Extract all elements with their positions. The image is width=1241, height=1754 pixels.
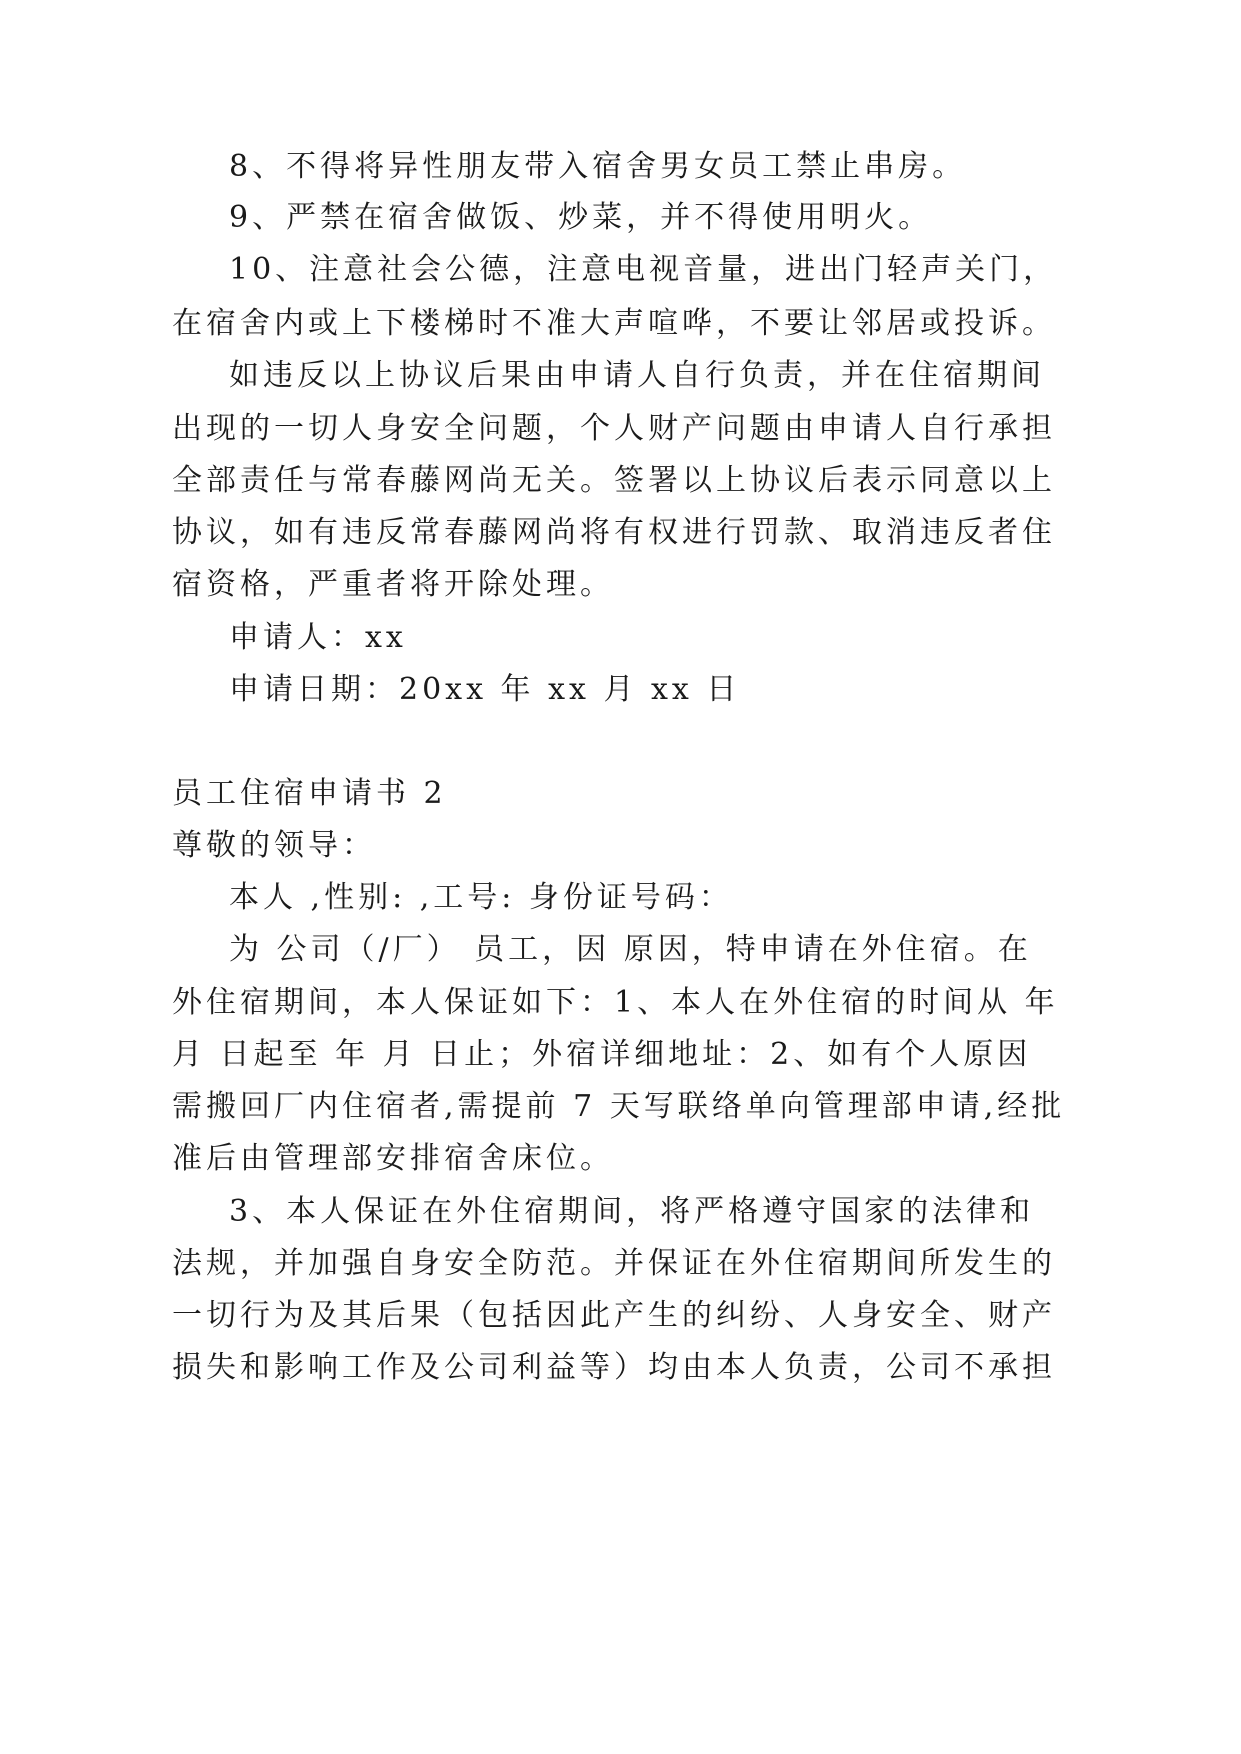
applicant: 申请人：xx — [229, 620, 407, 655]
personal-info: 本人 ,性别: ,工号: 身份证号码： — [229, 880, 733, 915]
request-para-line-1: 为 公司（/厂） 员工，因 原因，特申请在外住宿。在 — [229, 932, 1032, 967]
guarantee-para-line-2: 法规，并加强自身安全防范。并保证在外住宿期间所发生的 — [172, 1246, 1056, 1281]
guarantee-para-line-4: 损失和影响工作及公司利益等）均由本人负责，公司不承担 — [172, 1350, 1056, 1385]
rule-10-line-2: 在宿舍内或上下楼梯时不准大声喧哗，不要让邻居或投诉。 — [172, 306, 1056, 341]
consequence-para-line-3: 全部责任与常春藤网尚无关。签署以上协议后表示同意以上 — [172, 463, 1056, 498]
consequence-para-line-4: 协议，如有违反常春藤网尚将有权进行罚款、取消违反者住 — [172, 515, 1056, 550]
salutation: 尊敬的领导： — [172, 828, 376, 863]
consequence-para-line-5: 宿资格，严重者将开除处理。 — [172, 567, 614, 602]
request-para-line-2: 外住宿期间，本人保证如下：1、本人在外住宿的时间从 年 — [172, 985, 1059, 1020]
rule-10-line-1: 10、注意社会公德，注意电视音量，进出门轻声关门， — [229, 252, 1058, 287]
consequence-para-line-2: 出现的一切人身安全问题，个人财产问题由申请人自行承担 — [172, 411, 1056, 446]
application-date: 申请日期：20xx 年 xx 月 xx 日 — [229, 672, 741, 707]
request-para-line-3: 月 日起至 年 月 日止；外宿详细地址：2、如有个人原因 — [172, 1037, 1032, 1072]
section-title: 员工住宿申请书 2 — [172, 776, 447, 811]
rule-8: 8、不得将异性朋友带入宿舍男女员工禁止串房。 — [229, 149, 967, 184]
guarantee-para-line-3: 一切行为及其后果（包括因此产生的纠纷、人身安全、财产 — [172, 1298, 1056, 1333]
request-para-line-4: 需搬回厂内住宿者,需提前 7 天写联络单向管理部申请,经批 — [172, 1089, 1066, 1124]
guarantee-para-line-1: 3、本人保证在外住宿期间，将严格遵守国家的法律和 — [229, 1194, 1035, 1229]
consequence-para-line-1: 如违反以上协议后果由申请人自行负责，并在住宿期间 — [229, 358, 1045, 393]
request-para-line-5: 准后由管理部安排宿舍床位。 — [172, 1141, 614, 1176]
rule-9: 9、严禁在宿舍做饭、炒菜，并不得使用明火。 — [229, 200, 933, 235]
